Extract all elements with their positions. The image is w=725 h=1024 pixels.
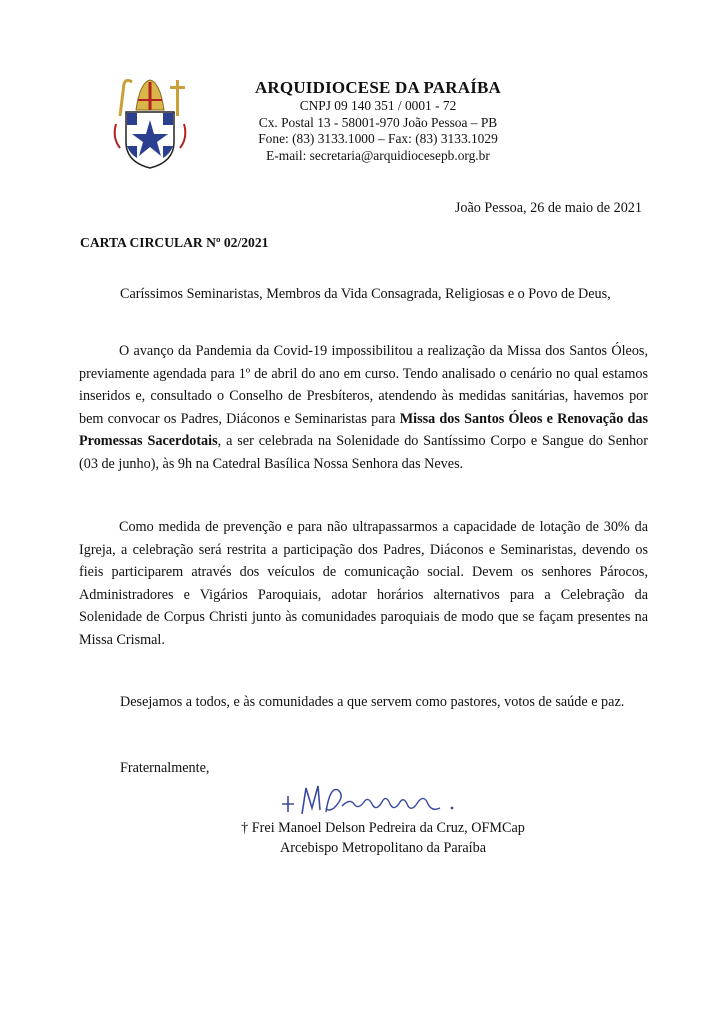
- letter-date: João Pessoa, 26 de maio de 2021: [454, 200, 642, 216]
- letter-subject: CARTA CIRCULAR Nº 02/2021: [80, 235, 269, 250]
- paragraph-3: Desejamos a todos, e às comunidades a que servem como pastores, votos de saúde e paz.: [120, 694, 625, 710]
- paragraph-1: [79, 340, 648, 476]
- cnpj-line: CNPJ 09 140 351 / 0001 - 72: [299, 98, 457, 113]
- postal-address: Cx. Postal 13 - 58001-970 João Pessoa – PB: [258, 114, 498, 130]
- paragraph-2: [79, 516, 648, 652]
- phone-fax: Fone: (83) 3133.1000 – Fax: (83) 3133.1029: [258, 131, 498, 146]
- signer-title: Arcebispo Metropolitano da Paraíba: [279, 840, 487, 856]
- letterhead: [228, 78, 528, 164]
- paragraph-2-text: Como medida de prevenção e para não ultrapassarmos a capacidade de lotação de 30% da Igreja, a celebração será restrita a participação dos Padres, Diáconos e Seminaristas, devendo os fieis participarem através dos veículos de comunicação social. Devem os senhores Párocos, Administradores e Vigários Paroquiais, adotar horários alternativos para a Celebração da Solenidade de Corpus Christi junto às comunidades paroquiais de modo que se façam presentes na Missa Crismal.: [79, 519, 648, 648]
- signer-block: [238, 818, 528, 858]
- paragraph-1-text-b: , a ser celebrada na Solenidade do Santíssimo Corpo e Sangue do Senhor (03 de junho), às 9h na Catedral Basílica Nossa Senhora das Neves.: [79, 433, 648, 472]
- closing: Fraternalmente,: [120, 760, 210, 776]
- email-line: E-mail: secretaria@arquidiocesepb.org.br: [266, 147, 490, 163]
- archdiocese-coat-of-arms: [110, 76, 190, 172]
- paragraph-1-text-a: O avanço da Pandemia da Covid-19 impossibilitou a realização da Missa dos Santos Óleos, previamente agendada para 1º de abril do ano em curso. Tendo analisado o cenário no qual estamos inseridos e, consultado o Conselho de Presbíteros, atendendo às medidas sanitárias, havemos por bem convocar os Padres, Diáconos e Seminaristas para: [79, 343, 648, 427]
- handwritten-signature: [274, 778, 474, 820]
- organization-name: ARQUIDIOCESE DA PARAÍBA: [254, 78, 502, 97]
- salutation: Caríssimos Seminaristas, Membros da Vida Consagrada, Religiosas e o Povo de Deus,: [120, 286, 611, 302]
- paragraph-1-emphasis: Missa dos Santos Óleos e Renovação das Promessas Sacerdotais: [79, 410, 648, 450]
- signer-name: † Frei Manoel Delson Pedreira da Cruz, OFMCap: [241, 820, 525, 836]
